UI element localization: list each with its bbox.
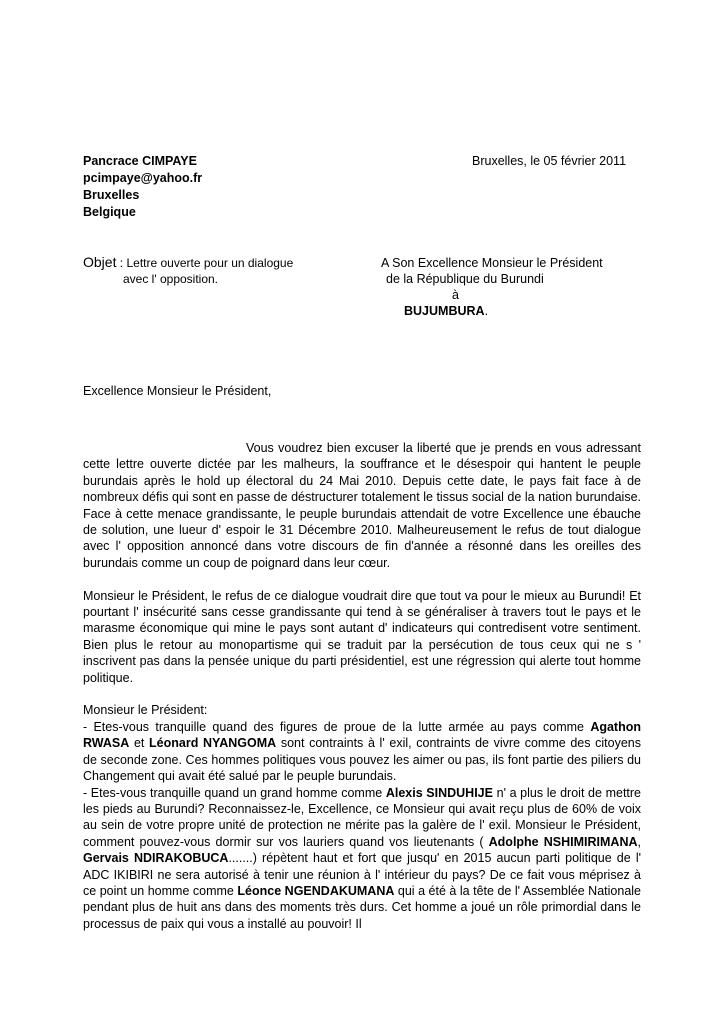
p3a-text3: sont contraints à l' exil, contraints de vivre comme des citoyens de seconde zone. Ces hommes politiques vous pouvez les aimer ou pas, ils font partie des piliers du Changement qui avait été salué par le peuple burundais.	[83, 736, 641, 784]
subject-text-line1: : Lettre ouverte pour un dialogue	[116, 256, 294, 270]
paragraph-3-intro: Monsieur le Président:	[83, 703, 208, 718]
p3b-name1: Alexis SINDUHIJE	[385, 785, 493, 800]
p3b-name3: Gervais NDIRAKOBUCA	[83, 851, 229, 866]
p3b-text4: .......) répètent haut et fort que jusqu' en 2015 aucun parti politique de l' ADC IKIBIRI ne sera autorisé à tenir une réunion à l' intérieur du pays? De ce fait vous méprisez à ce point un homme comme	[83, 851, 641, 898]
sender-name: Pancrace CIMPAYE	[83, 154, 197, 168]
p3b-name4: Léonce NGENDAKUMANA	[237, 883, 395, 898]
p3a-name1: Agathon RWASA	[83, 719, 641, 751]
p3b-name2: Adolphe NSHIMIRIMANA	[488, 834, 638, 849]
recipient-block	[381, 255, 621, 319]
subject-text-line2: avec l' opposition.	[123, 272, 219, 286]
recipient-city	[381, 303, 621, 319]
sender-block	[83, 153, 202, 221]
salutation: Excellence Monsieur le Président,	[83, 384, 272, 398]
p3a-name2: Léonard NYANGOMA	[149, 736, 277, 751]
sender-email: pcimpaye@yahoo.fr	[83, 171, 203, 185]
recipient-line1: A Son Excellence Monsieur le Président	[381, 256, 603, 270]
sender-country: Belgique	[83, 205, 136, 219]
paragraph-2: Monsieur le Président, le refus de ce dialogue voudrait dire que tout va pour le mieux au Burundi! Et pourtant l' insécurité sans cesse grandissante qui tend à se généraliser à travers tout le pays et le marasme économique qui mine le pays sont autant d' indicateurs qui contredisent votre sentiment. Bien plus le retour au monopartisme qui se traduit par la persécution de tous ceux qui ne s ' inscrivent pas dans la pensée unique du parti présidentiel, est une régression qui alerte tout homme politique.	[83, 588, 641, 685]
p3a-text1: - Etes-vous tranquille quand des figures de proue de la lutte armée au pays comme	[83, 719, 591, 734]
subject-block	[83, 254, 293, 287]
paragraph-3b	[83, 785, 641, 933]
p3b-text5: qui a été à la tête de l' Assemblée Nationale pendant plus de huit ans dans des moments très durs. Cet homme a joué un rôle primordial dans le processus de paix qui vous a installé au pouvoir! Il	[83, 883, 641, 931]
p3a-text2: et	[129, 736, 150, 751]
recipient-city-suffix: .	[484, 304, 489, 318]
recipient-city-name: BUJUMBURA	[404, 304, 485, 318]
paragraph-3a	[83, 719, 641, 785]
recipient-line2: de la République du Burundi	[386, 272, 544, 286]
letter-date: Bruxelles, le 05 février 2011	[472, 154, 627, 168]
recipient-line3: à	[452, 288, 459, 302]
p3b-text1: - Etes-vous tranquille quand un grand homme comme	[83, 785, 386, 800]
letter-body	[83, 440, 641, 932]
p3b-text2: n' a plus le droit de mettre les pieds au Burundi? Reconnaissez-le, Excellence, ce Monsieur qui avait reçu plus de 60% de voix au sein de votre propre unité de protection ne mérite pas la galère de l' exil. Monsieur le Président, comment pouvez-vous dormir sur vos lauriers quand vos lieutenants (	[83, 785, 642, 849]
subject-label: Objet	[83, 254, 117, 270]
paragraph-1: Vous voudrez bien excuser la liberté que je prends en vous adressant cette lettre ouverte dictée par les malheurs, la souffrance et le désespoir qui hantent le peuple burundais après le hold up électoral du 24 Mai 2010. Depuis cette date, le pays fait face à de nombreux défis qui sont en passe de déstructurer totalement le tissus social de la nation burundaise. Face à cette menace grandissante, le peuple burundais attendait de votre Excellence une ébauche de solution, une lueur d' espoir le 31 Décembre 2010. Malheureusement le refus de tout dialogue avec l' opposition annoncé dans votre discours de fin d'année a résonné dans les oreilles des burundais comme un coup de poignard dans leur cœur.	[83, 441, 641, 570]
p3b-text3: ,	[637, 834, 641, 849]
sender-city: Bruxelles	[83, 188, 140, 202]
